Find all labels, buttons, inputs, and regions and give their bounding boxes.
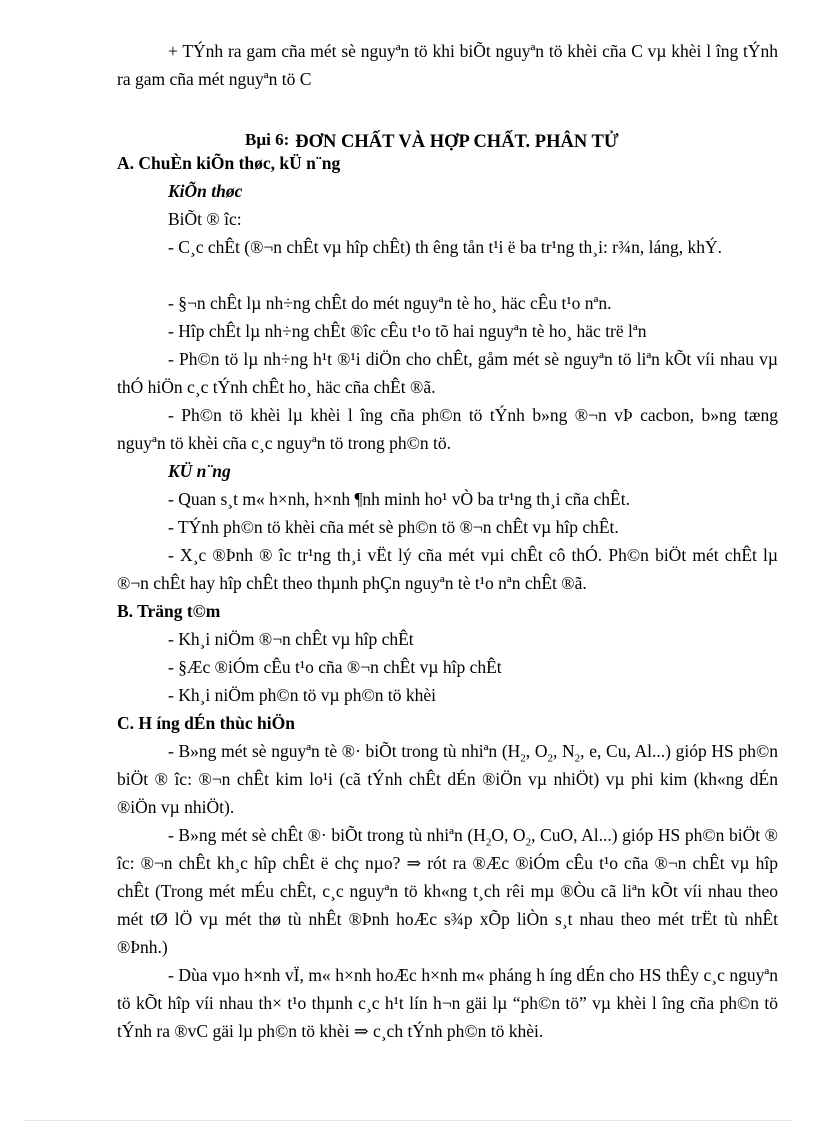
section-b-heading: B. Träng t©m xyxy=(117,601,221,621)
lesson-title: ĐƠN CHẤT VÀ HỢP CHẤT. PHÂN TỬ xyxy=(295,132,619,152)
c2-text-b: O, O xyxy=(491,825,526,845)
kien-thuc-heading: KiÕn thøc xyxy=(168,181,243,201)
biet-duoc-label: BiÕt ® îc: xyxy=(168,209,242,229)
list-item-a3: - Hîp chÊt lµ nh÷ng chÊt ®îc cÊu t¹o tõ hai nguyªn tè ho¸ häc trë lªn xyxy=(168,321,647,341)
section-c-heading: C. H íng dÉn thùc hiÖn xyxy=(117,713,295,733)
c1-subscript-3: 2 xyxy=(574,752,581,765)
c1-text-c: , N xyxy=(552,741,575,761)
list-item-a1: - C¸c chÊt (®¬n chÊt vµ hîp chÊt) th êng tån t¹i ë ba tr¹ng th¸i: r¾n, láng, khÝ. xyxy=(168,237,723,257)
list-item-c2 xyxy=(117,821,778,961)
intro-paragraph: + TÝnh ra gam cña mét sè nguyªn tö khi biÕt nguyªn tö khèi cña C vµ khèi l îng tÝnh ra gam cña mét nguyªn tö C xyxy=(117,41,778,89)
c1-subscript-2: 2 xyxy=(547,752,553,765)
list-item-a5: - Ph©n tö khèi lµ khèi l îng cña ph©n tö tÝnh b»ng ®¬n vÞ cacbon, b»ng tæng nguyªn tö khèi cña c¸c nguyªn tö trong ph©n tö. xyxy=(117,405,778,453)
lesson-label: Bµi 6: xyxy=(245,130,290,149)
list-item-b2: - §Æc ®iÓm cÊu t¹o cña ®¬n chÊt vµ hîp chÊt xyxy=(168,657,502,677)
c1-subscript-1: 2 xyxy=(520,752,526,765)
list-item-b1: - Kh¸i niÖm ®¬n chÊt vµ hîp chÊt xyxy=(168,629,414,649)
list-item-a4: - Ph©n tö lµ nh÷ng h¹t ®¹i diÖn cho chÊt, gåm mét sè nguyªn tö liªn kÕt víi nhau vµ thÓ hiÖn c¸c tÝnh chÊt ho¸ häc cña chÊt ®ã. xyxy=(117,349,778,397)
c2-text-a: - B»ng mét sè chÊt ®· biÕt trong tù nhiªn (H xyxy=(168,825,486,845)
c2-subscript-1: 2 xyxy=(485,836,492,849)
list-item-k1: - Quan s¸t m« h×nh, h×nh ¶nh minh ho¹ vÒ ba tr¹ng th¸i cña chÊt. xyxy=(168,489,630,509)
c1-text-d: , e, Cu, Al...) gióp HS ph©n biÖt ® îc: ®¬n chÊt kim lo¹i (cã tÝnh chÊt dÉn ®iÖn vµ nhiÖt) vµ phi kim (kh«ng dÉn ®iÖn vµ nhiÖt). xyxy=(117,741,778,817)
list-item-b3: - Kh¸i niÖm ph©n tö vµ ph©n tö khèi xyxy=(168,685,437,705)
c2-subscript-2: 2 xyxy=(525,836,532,849)
list-item-c3: - Dùa vµo h×nh vÏ, m« h×nh hoÆc h×nh m« pháng h íng dÉn cho HS thÊy c¸c nguyªn tö kÕt hîp víi nhau th× t¹o thµnh c¸c h¹t lín h¬n gäi lµ “ph©n tö” vµ khèi l îng cña ph©n tö tÝnh ra ®vC gäi lµ ph©n tö khèi ⇒ c¸ch tÝnh ph©n tö khèi. xyxy=(117,965,778,1041)
list-item-k3: - X¸c ®Þnh ® îc tr¹ng th¸i vËt lý cña mét vµi chÊt cô thÓ. Ph©n biÖt mét chÊt lµ ®¬n chÊt hay hîp chÊt theo thµnh phÇn nguyªn tè t¹o nªn chÊt ®ã. xyxy=(117,545,778,593)
c1-text-b: , O xyxy=(525,741,548,761)
list-item-c1 xyxy=(117,737,778,821)
section-a-heading: A. ChuÈn kiÕn thøc, kÜ n¨ng xyxy=(117,153,341,173)
list-item-a2: - §¬n chÊt lµ nh÷ng chÊt do mét nguyªn tè ho¸ häc cÊu t¹o nªn. xyxy=(168,293,612,313)
page-bottom-divider xyxy=(24,1120,792,1121)
ki-nang-heading: KÜ n¨ng xyxy=(168,461,231,481)
list-item-k2: - TÝnh ph©n tö khèi cña mét sè ph©n tö ®¬n chÊt vµ hîp chÊt. xyxy=(168,517,619,537)
c2-text-c: , CuO, Al...) gióp HS ph©n biÖt ® îc: ®¬n chÊt kh¸c hîp chÊt ë chç nµo? ⇒ rót ra ®Æc ®iÓm cÊu t¹o cña ®¬n chÊt vµ hîp chÊt (Trong mét mÉu chÊt, c¸c nguyªn tö kh«ng t¸ch rêi mµ ®Òu cã liªn kÕt víi nhau theo mét tØ lÖ vµ mét thø tù nhÊt ®Þnh hoÆc s¾p xÕp liÒn s¸t nhau theo mét trËt tù nhÊt ®Þnh.) xyxy=(117,825,778,957)
c1-text-a: - B»ng mét sè nguyªn tè ®· biÕt trong tù nhiªn (H xyxy=(168,741,521,761)
